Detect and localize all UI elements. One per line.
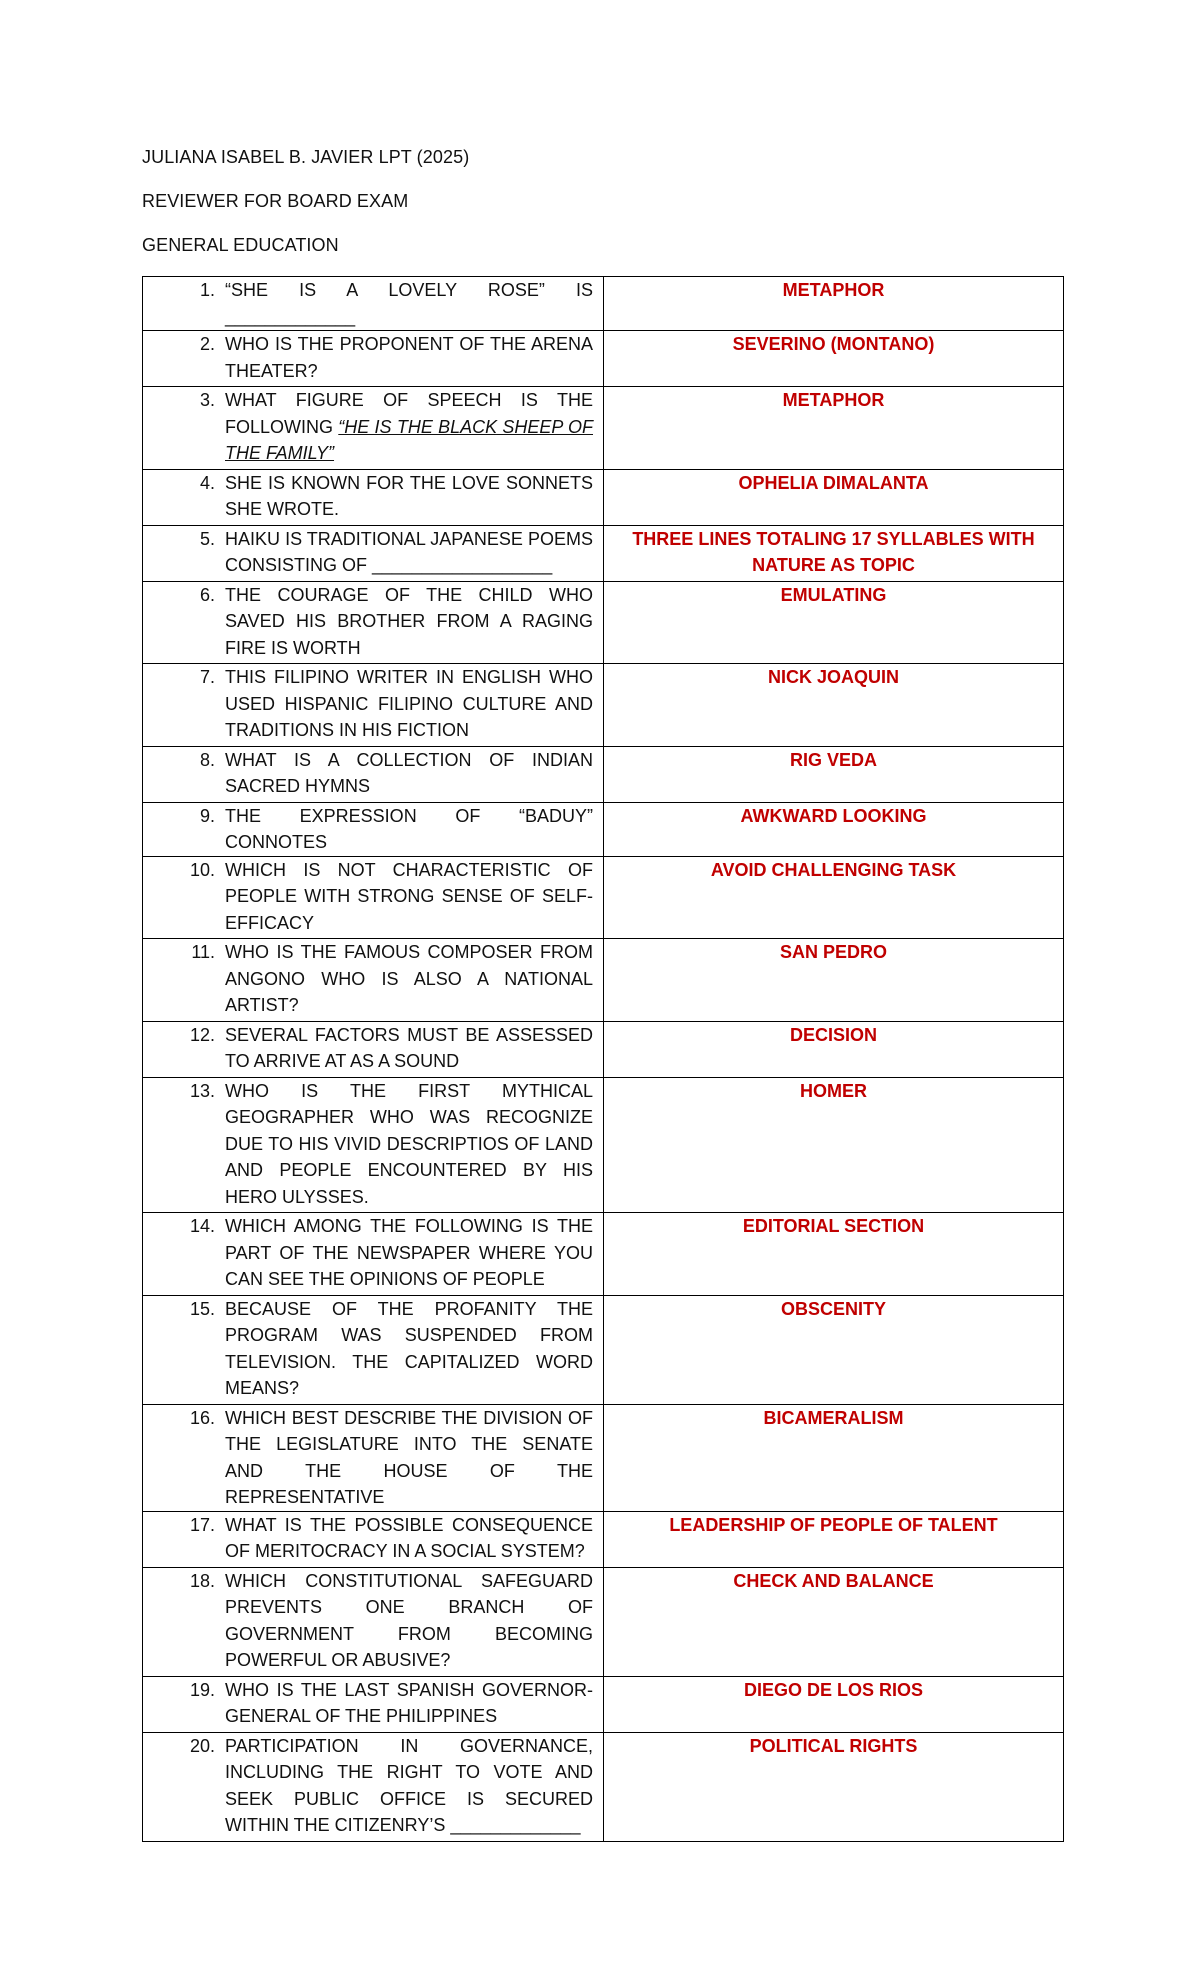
answer-cell: NICK JOAQUIN bbox=[604, 664, 1064, 747]
answer-cell: THREE LINES TOTALING 17 SYLLABLES WITH NATURE AS TOPIC bbox=[604, 525, 1064, 581]
answer-cell: EDITORIAL SECTION bbox=[604, 1213, 1064, 1296]
answer-cell: CHECK AND BALANCE bbox=[604, 1567, 1064, 1676]
question-number: 13. bbox=[189, 1080, 215, 1101]
question-number: 2. bbox=[199, 334, 215, 354]
question-cell bbox=[143, 387, 604, 470]
table-row bbox=[143, 802, 1064, 856]
answer-cell: SAN PEDRO bbox=[604, 939, 1064, 1022]
question-cell bbox=[143, 277, 604, 331]
question-quoted-phrase: “HE IS THE BLACK SHEEP OF THE FAMILY” bbox=[225, 416, 593, 463]
table-row bbox=[143, 856, 1064, 939]
table-row bbox=[143, 331, 1064, 387]
table-row bbox=[143, 746, 1064, 802]
table-row bbox=[143, 1077, 1064, 1213]
question-text: WHICH AMONG THE FOLLOWING IS THE PART OF THE NEWSPAPER WHERE YOU CAN SEE THE OPINIONS OF PEOPLE bbox=[225, 1216, 593, 1289]
table-row bbox=[143, 1213, 1064, 1296]
question-number: 14. bbox=[189, 1216, 215, 1236]
question-cell bbox=[143, 1404, 604, 1511]
question-cell bbox=[143, 469, 604, 525]
table-row bbox=[143, 1295, 1064, 1404]
answer-cell: METAPHOR bbox=[604, 277, 1064, 331]
answer-cell: POLITICAL RIGHTS bbox=[604, 1732, 1064, 1841]
table-row bbox=[143, 1511, 1064, 1567]
question-text: “SHE IS A LOVELY ROSE” IS _____________ bbox=[225, 280, 593, 327]
question-text: WHO IS THE LAST SPANISH GOVERNOR-GENERAL OF THE PHILIPPINES bbox=[225, 1679, 593, 1726]
question-number: 19. bbox=[189, 1679, 215, 1700]
question-number: 18. bbox=[189, 1570, 215, 1591]
answer-cell: AWKWARD LOOKING bbox=[604, 802, 1064, 856]
question-cell bbox=[143, 1732, 604, 1841]
question-number: 16. bbox=[189, 1407, 215, 1428]
question-text: WHO IS THE PROPONENT OF THE ARENA THEATER? bbox=[225, 334, 593, 381]
question-number: 15. bbox=[189, 1298, 215, 1319]
question-text: BECAUSE OF THE PROFANITY THE PROGRAM WAS SUSPENDED FROM TELEVISION. THE CAPITALIZED WORD MEANS? bbox=[225, 1298, 593, 1398]
author-line: JULIANA ISABEL B. JAVIER LPT (2025) bbox=[142, 147, 470, 167]
answer-cell: METAPHOR bbox=[604, 387, 1064, 470]
question-text: WHICH IS NOT CHARACTERISTIC OF PEOPLE WITH STRONG SENSE OF SELF-EFFICACY bbox=[225, 859, 593, 933]
question-text: WHICH CONSTITUTIONAL SAFEGUARD PREVENTS ONE BRANCH OF GOVERNMENT FROM BECOMING POWERFUL OR ABUSIVE? bbox=[225, 1570, 593, 1670]
table-row bbox=[143, 277, 1064, 331]
question-number: 12. bbox=[189, 1024, 215, 1045]
question-text: WHICH BEST DESCRIBE THE DIVISION OF THE LEGISLATURE INTO THE SENATE AND THE HOUSE OF THE REPRESENTATIVE bbox=[225, 1407, 593, 1507]
answer-cell: DECISION bbox=[604, 1021, 1064, 1077]
question-number: 11. bbox=[191, 942, 215, 962]
answer-cell: EMULATING bbox=[604, 581, 1064, 664]
document-title: REVIEWER FOR BOARD EXAM bbox=[142, 191, 409, 211]
table-row bbox=[143, 1404, 1064, 1511]
question-number: 17. bbox=[189, 1514, 215, 1535]
question-text: SHE IS KNOWN FOR THE LOVE SONNETS SHE WROTE. bbox=[225, 472, 593, 519]
table-row bbox=[143, 1732, 1064, 1841]
table-row bbox=[143, 664, 1064, 747]
table-row bbox=[143, 581, 1064, 664]
question-number: 20. bbox=[189, 1735, 215, 1756]
table-row bbox=[143, 387, 1064, 470]
question-number: 8. bbox=[199, 749, 215, 770]
question-text bbox=[225, 387, 593, 467]
question-number: 9. bbox=[199, 805, 215, 826]
question-text: PARTICIPATION IN GOVERNANCE, INCLUDING THE RIGHT TO VOTE AND SEEK PUBLIC OFFICE IS SECURED WITHIN THE CITIZENRY’S _____________ bbox=[225, 1735, 593, 1835]
answer-cell: SEVERINO (MONTANO) bbox=[604, 331, 1064, 387]
subject-heading: GENERAL EDUCATION bbox=[142, 235, 339, 255]
table-row bbox=[143, 939, 1064, 1022]
question-cell bbox=[143, 1676, 604, 1732]
question-text: WHAT IS A COLLECTION OF INDIAN SACRED HYMNS bbox=[225, 749, 593, 796]
question-cell bbox=[143, 331, 604, 387]
answer-cell: AVOID CHALLENGING TASK bbox=[604, 856, 1064, 939]
question-text: WHAT IS THE POSSIBLE CONSEQUENCE OF MERITOCRACY IN A SOCIAL SYSTEM? bbox=[225, 1514, 593, 1561]
question-text: HAIKU IS TRADITIONAL JAPANESE POEMS CONSISTING OF __________________ bbox=[225, 528, 593, 575]
question-cell bbox=[143, 746, 604, 802]
question-number: 3. bbox=[199, 390, 215, 410]
question-number: 6. bbox=[199, 584, 215, 605]
answer-cell: LEADERSHIP OF PEOPLE OF TALENT bbox=[604, 1511, 1064, 1567]
answer-cell: OPHELIA DIMALANTA bbox=[604, 469, 1064, 525]
question-cell bbox=[143, 1295, 604, 1404]
question-cell bbox=[143, 939, 604, 1022]
answer-cell: DIEGO DE LOS RIOS bbox=[604, 1676, 1064, 1732]
question-cell bbox=[143, 1511, 604, 1567]
question-cell bbox=[143, 1021, 604, 1077]
answer-cell: OBSCENITY bbox=[604, 1295, 1064, 1404]
question-text: WHO IS THE FIRST MYTHICAL GEOGRAPHER WHO WAS RECOGNIZE DUE TO HIS VIVID DESCRIPTIOS OF LAND AND PEOPLE ENCOUNTERED BY HIS HERO ULYSSES. bbox=[225, 1080, 593, 1207]
answer-cell: RIG VEDA bbox=[604, 746, 1064, 802]
question-cell bbox=[143, 581, 604, 664]
table-row bbox=[143, 1021, 1064, 1077]
question-number: 7. bbox=[199, 667, 215, 687]
question-text: WHO IS THE FAMOUS COMPOSER FROM ANGONO WHO IS ALSO A NATIONAL ARTIST? bbox=[225, 942, 593, 1015]
question-number: 1. bbox=[199, 280, 215, 300]
table-row bbox=[143, 469, 1064, 525]
question-cell bbox=[143, 1567, 604, 1676]
table-row bbox=[143, 525, 1064, 581]
question-text: THIS FILIPINO WRITER IN ENGLISH WHO USED HISPANIC FILIPINO CULTURE AND TRADITIONS IN HIS FICTION bbox=[225, 667, 593, 740]
question-text: SEVERAL FACTORS MUST BE ASSESSED TO ARRIVE AT AS A SOUND bbox=[225, 1024, 593, 1071]
question-cell bbox=[143, 856, 604, 939]
question-cell bbox=[143, 1077, 604, 1213]
question-answer-table bbox=[142, 276, 1064, 1842]
table-row bbox=[143, 1676, 1064, 1732]
table-row bbox=[143, 1567, 1064, 1676]
answer-cell: HOMER bbox=[604, 1077, 1064, 1213]
question-text: THE COURAGE OF THE CHILD WHO SAVED HIS BROTHER FROM A RAGING FIRE IS WORTH bbox=[225, 584, 593, 658]
question-cell bbox=[143, 664, 604, 747]
question-text: THE EXPRESSION OF “BADUY” CONNOTES bbox=[225, 805, 593, 852]
question-cell bbox=[143, 802, 604, 856]
question-number: 4. bbox=[199, 472, 215, 493]
question-cell bbox=[143, 1213, 604, 1296]
question-number: 10. bbox=[189, 859, 215, 880]
question-cell bbox=[143, 525, 604, 581]
answer-cell: BICAMERALISM bbox=[604, 1404, 1064, 1511]
question-number: 5. bbox=[199, 528, 215, 549]
question-text-lead: WHAT FIGURE OF SPEECH IS THE FOLLOWING bbox=[225, 390, 593, 437]
